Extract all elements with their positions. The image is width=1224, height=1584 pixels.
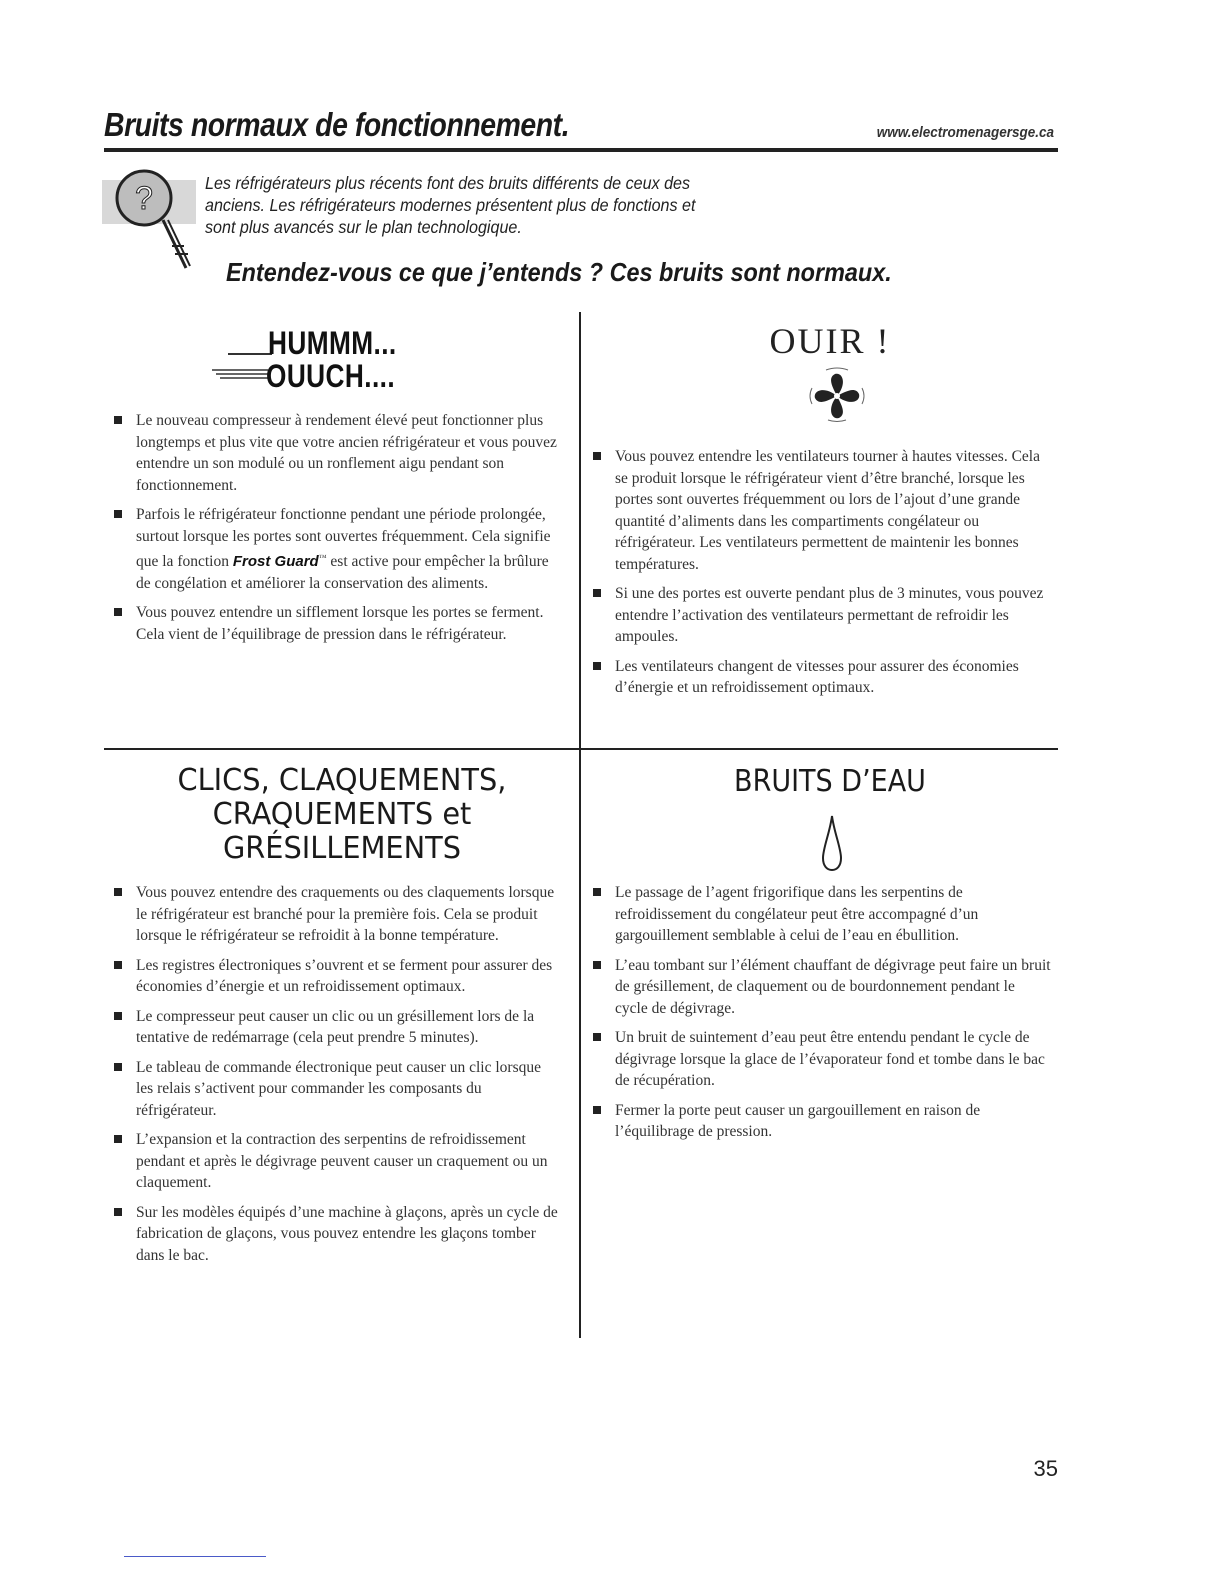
- hum-underline: [228, 353, 272, 355]
- hummm-list: [110, 410, 558, 653]
- intro-text: Les réfrigérateurs plus récents font des bruits différents de ceux des anciens. Les réfrigérateurs modernes présentent plus de fonctions et sont plus avancés sur le plan technologique.: [205, 173, 696, 237]
- bullet-icon: [593, 589, 601, 597]
- frost-guard-brand: Frost Guard: [232, 553, 319, 571]
- list-item: Vous pouvez entendre un sifflement lorsque les portes se ferment. Cela vient de l’équilibrage de pression dans le réfrigérateur.: [110, 602, 558, 645]
- website-url[interactable]: www.electromenagersge.ca: [876, 124, 1054, 141]
- ouir-list: [589, 446, 1051, 707]
- fan-icon: [806, 366, 868, 422]
- list-item: Vous pouvez entendre des craquements ou des claquements lorsque le réfrigérateur est branché pour la première fois. Cela se produit lorsque le réfrigérateur se refroidit à la bonne température.: [110, 882, 562, 947]
- hummm-heading: HUMMM...: [268, 325, 397, 361]
- bullet-icon: [593, 1033, 601, 1041]
- bullet-icon: [593, 662, 601, 670]
- page-title: Bruits normaux de fonctionnement.: [104, 106, 570, 143]
- list-item: Sur les modèles équipés d’une machine à glaçons, après un cycle de fabrication de glaçons, vous pouvez entendre les glaçons tomber dans le bac.: [110, 1202, 562, 1267]
- bullet-icon: [114, 1012, 122, 1020]
- bullet-icon: [114, 888, 122, 896]
- list-item: Vous pouvez entendre les ventilateurs tourner à hautes vitesses. Cela se produit lorsque le réfrigérateur vient d’être branché, lorsque les portes sont ouvertes fréquemment ou lors de l’ajout d’une grande quantité d’aliments dans les compartiments congélateur ou réfrigérateur. Les ventilateurs permettent de maintenir les bonnes températures.: [589, 446, 1051, 575]
- header-rule: [104, 148, 1058, 152]
- bullet-icon: [114, 1208, 122, 1216]
- bullet-icon: [114, 961, 122, 969]
- footer-link-line: [124, 1556, 266, 1557]
- list-item: Parfois le réfrigérateur fonctionne pendant une période prolongée, surtout lorsque les portes sont ouvertes fréquemment. Cela signifie que la fonction Frost Guard™ est active pour empêcher la brûlure de congélation et améliorer la conservation des aliments.: [110, 504, 558, 594]
- bullet-icon: [593, 452, 601, 460]
- list-item: Les registres électroniques s’ouvrent et se ferment pour assurer des économies d’énergie et un refroidissement optimaux.: [110, 955, 562, 998]
- water-drop-icon: [820, 814, 844, 872]
- clics-heading: CLICS, CLAQUEMENTS, CRAQUEMENTS et GRÉSILLEMENTS: [177, 763, 507, 866]
- column-divider: [579, 312, 581, 1338]
- bullet-icon: [114, 1135, 122, 1143]
- sound-lines-icon: [212, 368, 268, 380]
- bullet-icon: [593, 888, 601, 896]
- bullet-icon: [114, 608, 122, 616]
- page-number: 35: [1033, 1456, 1058, 1481]
- bullet-icon: [114, 510, 122, 518]
- list-item: Le passage de l’agent frigorifique dans les serpentins de refroidissement du congélateur peut être accompagné d’un gargouillement semblable à celui de l’eau en ébullition.: [589, 882, 1051, 947]
- svg-text:?: ?: [135, 180, 153, 216]
- ouuch-heading: OUUCH....: [266, 358, 396, 394]
- row-divider: [104, 748, 1058, 750]
- question-magnifier-icon: [100, 166, 196, 274]
- list-item: Un bruit de suintement d’eau peut être entendu pendant le cycle de dégivrage lorsque la glace de l’évaporateur fond et tombe dans le bac de récupération.: [589, 1027, 1051, 1092]
- list-item: L’eau tombant sur l’élément chauffant de dégivrage peut faire un bruit de grésillement, de claquement ou de bourdonnement pendant le cycle de dégivrage.: [589, 955, 1051, 1020]
- list-item: Le compresseur peut causer un clic ou un grésillement lors de la tentative de redémarrage (cela peut prendre 5 minutes).: [110, 1006, 562, 1049]
- clics-list: [110, 882, 562, 1274]
- ouir-heading: OUIR !: [769, 321, 891, 361]
- eau-heading: BRUITS D’EAU: [734, 764, 926, 799]
- bullet-icon: [114, 1063, 122, 1071]
- list-item: Fermer la porte peut causer un gargouillement en raison de l’équilibrage de pression.: [589, 1100, 1051, 1143]
- section-subtitle: Entendez-vous ce que j’entends ? Ces bruits sont normaux.: [226, 257, 892, 287]
- bullet-icon: [114, 416, 122, 424]
- list-item: Si une des portes est ouverte pendant plus de 3 minutes, vous pouvez entendre l’activation des ventilateurs permettant de refroidir les ampoules.: [589, 583, 1051, 648]
- list-item: L’expansion et la contraction des serpentins de refroidissement pendant et après le dégivrage peuvent causer un craquement ou un claquement.: [110, 1129, 562, 1194]
- list-item: Le nouveau compresseur à rendement élevé peut fonctionner plus longtemps et plus vite que votre ancien réfrigérateur et vous pouvez entendre un son modulé ou un ronflement aigu pendant son fonctionnement.: [110, 410, 558, 496]
- list-item: Le tableau de commande électronique peut causer un clic lorsque les relais s’activent pour commander les composants du réfrigérateur.: [110, 1057, 562, 1122]
- list-item: Les ventilateurs changent de vitesses pour assurer des économies d’énergie et un refroidissement optimaux.: [589, 656, 1051, 699]
- bullet-icon: [593, 961, 601, 969]
- bullet-icon: [593, 1106, 601, 1114]
- eau-list: [589, 882, 1051, 1151]
